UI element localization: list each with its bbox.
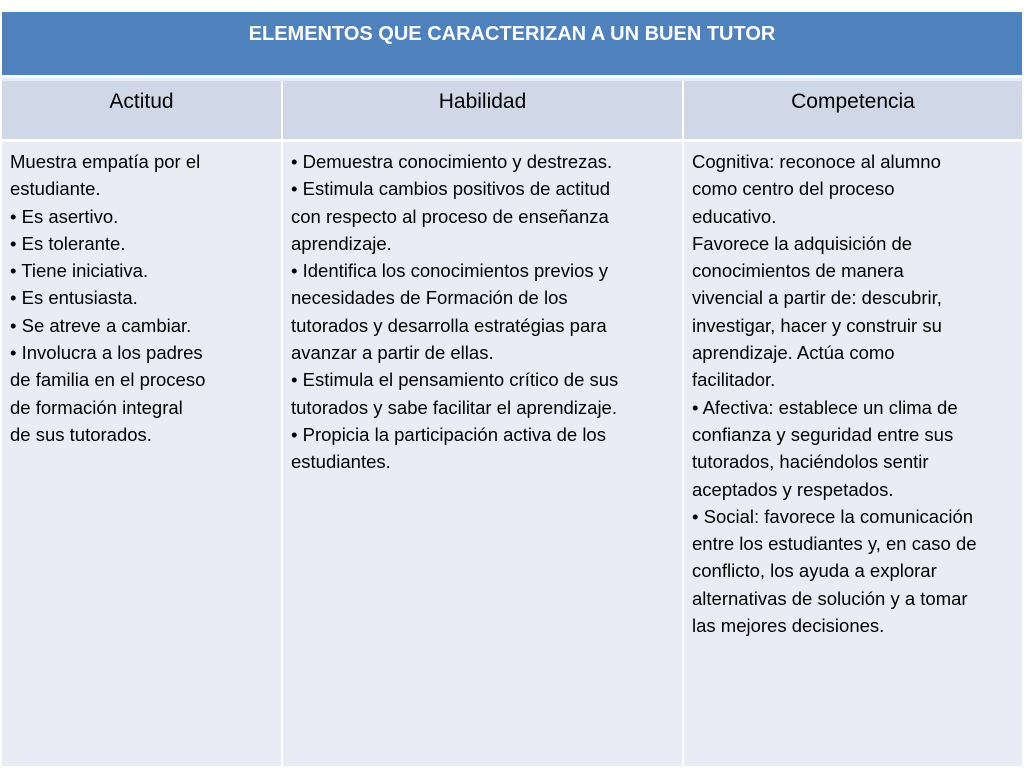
cell-text-line: investigar, hacer y construir su [692, 314, 942, 336]
cell-text-line: tutorados, haciéndolos sentir [692, 451, 929, 473]
cell-text-line: • Se atreve a cambiar. [10, 314, 192, 336]
cell-text-line: alternativas de solución y a tomar [692, 587, 968, 609]
cell-text-line: Favorece la adquisición de [692, 232, 913, 254]
cell-text-line: aceptados y respetados. [692, 478, 894, 500]
cell-text-line: aprendizaje. Actúa como [692, 342, 895, 364]
cell-text-line: conocimientos de manera [692, 260, 904, 282]
column-divider [281, 81, 283, 766]
cell-text-line: con respecto al proceso de enseñanza [291, 205, 609, 227]
cell-habilidad [283, 142, 682, 766]
table-title: ELEMENTOS QUE CARACTERIZAN A UN BUEN TUTOR [2, 12, 1022, 78]
cell-text-line: • Demuestra conocimiento y destrezas. [291, 151, 613, 172]
cell-text-line: • Afectiva: establece un clima de [692, 396, 958, 418]
cell-competencia [684, 142, 1022, 766]
cell-text-line: estudiante. [10, 178, 101, 200]
cell-text-line: • Tiene iniciativa. [10, 260, 149, 282]
cell-text-line: avanzar a partir de ellas. [291, 342, 494, 364]
cell-text-line: tutorados y sabe facilitar el aprendizaje. [291, 396, 617, 418]
tutor-table [2, 12, 1022, 766]
cell-text-line: • Es entusiasta. [10, 287, 138, 309]
cell-text-line: de formación integral [10, 396, 183, 418]
cell-text-line: Cognitiva: reconoce al alumno [692, 151, 941, 172]
cell-text-line: aprendizaje. [291, 232, 392, 254]
cell-text-line: • Involucra a los padres [10, 342, 203, 364]
column-divider [682, 81, 684, 766]
cell-text-line: vivencial a partir de: descubrir, [692, 287, 942, 309]
cell-actitud [2, 142, 281, 766]
header-habilidad: Habilidad [283, 81, 682, 139]
cell-text-line: educativo. [692, 205, 777, 227]
cell-text-line: de sus tutorados. [10, 423, 152, 445]
cell-text-line: entre los estudiantes y, en caso de [692, 533, 977, 555]
cell-text-line: • Es tolerante. [10, 232, 126, 254]
cell-text-line: las mejores decisiones. [692, 615, 885, 637]
cell-text-line: • Estimula el pensamiento crítico de sus [291, 369, 619, 391]
cell-text-line: tutorados y desarrolla estratégias para [291, 314, 607, 336]
cell-text-line: facilitador. [692, 369, 776, 391]
cell-text-line: como centro del proceso [692, 178, 895, 200]
header-row [2, 81, 1022, 142]
cell-text-line: Muestra empatía por el [10, 151, 201, 172]
header-actitud: Actitud [2, 81, 281, 139]
header-competencia: Competencia [684, 81, 1022, 139]
cell-text-line: • Identifica los conocimientos previos y [291, 260, 609, 282]
cell-text-line: confianza y seguridad entre sus [692, 423, 954, 445]
cell-text-line: conflicto, los ayuda a explorar [692, 560, 937, 582]
cell-text-line: • Propicia la participación activa de los [291, 423, 606, 445]
cell-text-line: de familia en el proceso [10, 369, 206, 391]
body-row [2, 142, 1022, 766]
cell-text-line: • Estimula cambios positivos de actitud [291, 178, 611, 200]
cell-text-line: estudiantes. [291, 451, 391, 473]
cell-text-line: necesidades de Formación de los [291, 287, 568, 309]
cell-text-line: • Es asertivo. [10, 205, 119, 227]
cell-text-line: • Social: favorece la comunicación [692, 505, 974, 527]
